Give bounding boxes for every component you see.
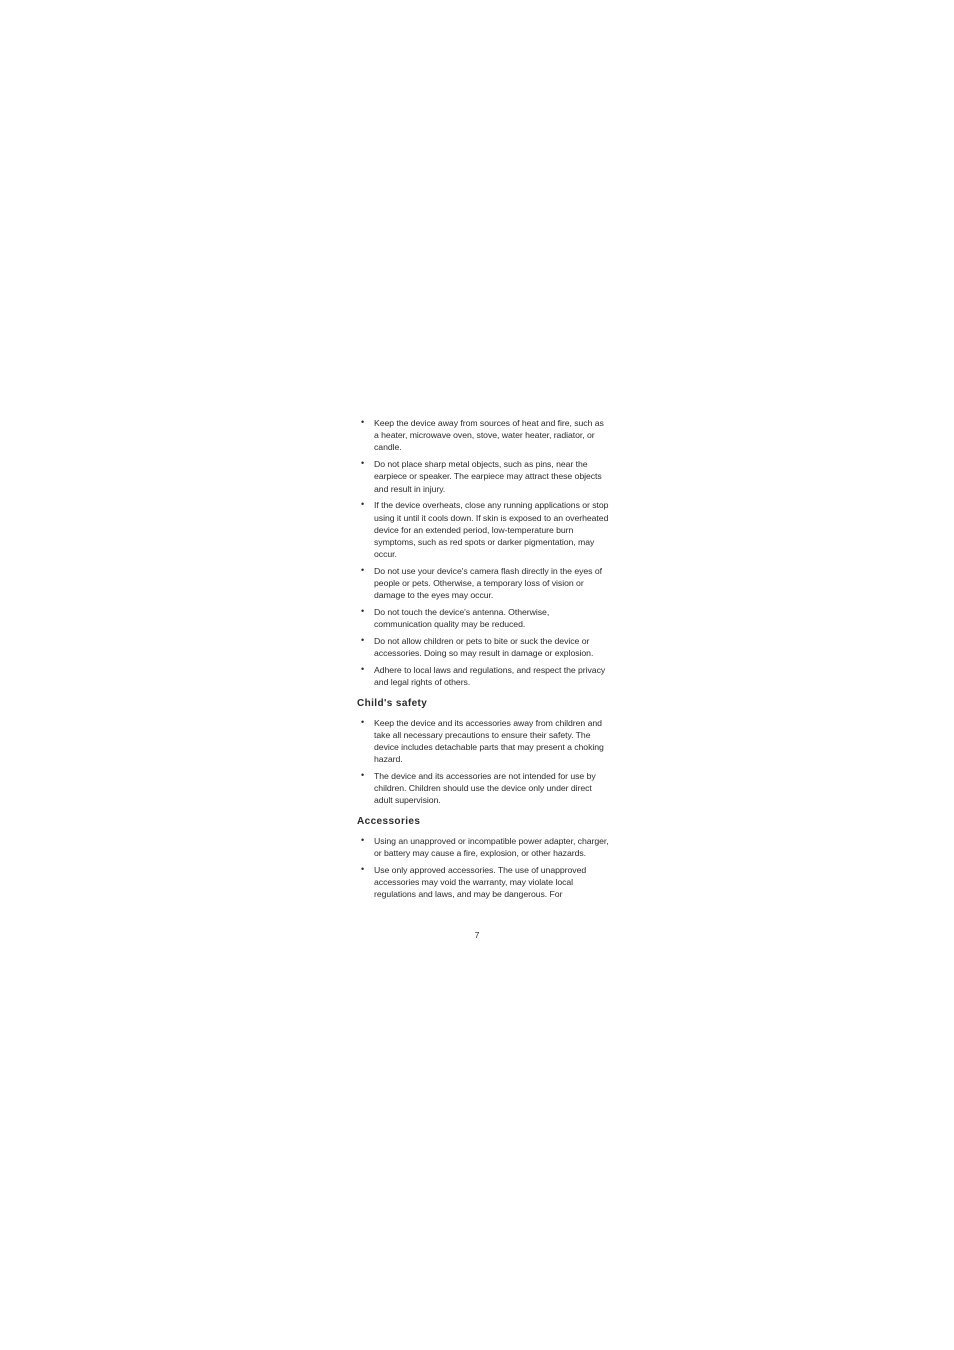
list-item: • Using an unapproved or incompatible power adapter, charger, or battery may cause a fire, explosion, or other hazards.	[357, 835, 609, 859]
list-item: • Do not touch the device's antenna. Otherwise, communication quality may be reduced.	[357, 606, 609, 630]
section-heading-childs-safety: Child's safety	[357, 697, 428, 709]
section-heading-accessories: Accessories	[357, 815, 421, 827]
list-item: • Keep the device away from sources of heat and fire, such as a heater, microwave oven, stove, water heater, radiator, or candle.	[357, 417, 609, 454]
bullet-list-childs-safety	[357, 717, 609, 807]
bullet-list-accessories	[357, 835, 609, 901]
bullet-list-general	[357, 417, 609, 689]
list-item: • Adhere to local laws and regulations, and respect the privacy and legal rights of others.	[357, 664, 609, 688]
list-item: • Do not use your device's camera flash directly in the eyes of people or pets. Otherwise, a temporary loss of vision or damage to the eyes may occur.	[357, 565, 609, 602]
list-item: • If the device overheats, close any running applications or stop using it until it cools down. If skin is exposed to an overheated device for an extended period, low-temperature burn symptoms, such as red spots or darker pigmentation, may occur.	[357, 499, 609, 560]
list-item: • Do not place sharp metal objects, such as pins, near the earpiece or speaker. The earpiece may attract these objects and result in injury.	[357, 458, 609, 495]
list-item: • Keep the device and its accessories away from children and take all necessary precautions to ensure their safety. The device includes detachable parts that may present a choking hazard.	[357, 717, 609, 766]
list-item: • Use only approved accessories. The use of unapproved accessories may void the warranty, may violate local regulations and laws, and may be dangerous. For	[357, 864, 609, 901]
page-number: 7	[474, 930, 480, 940]
list-item: • Do not allow children or pets to bite or suck the device or accessories. Doing so may result in damage or explosion.	[357, 635, 609, 659]
list-item: • The device and its accessories are not intended for use by children. Children should use the device only under direct adult supervision.	[357, 770, 609, 807]
document-page	[357, 417, 609, 905]
